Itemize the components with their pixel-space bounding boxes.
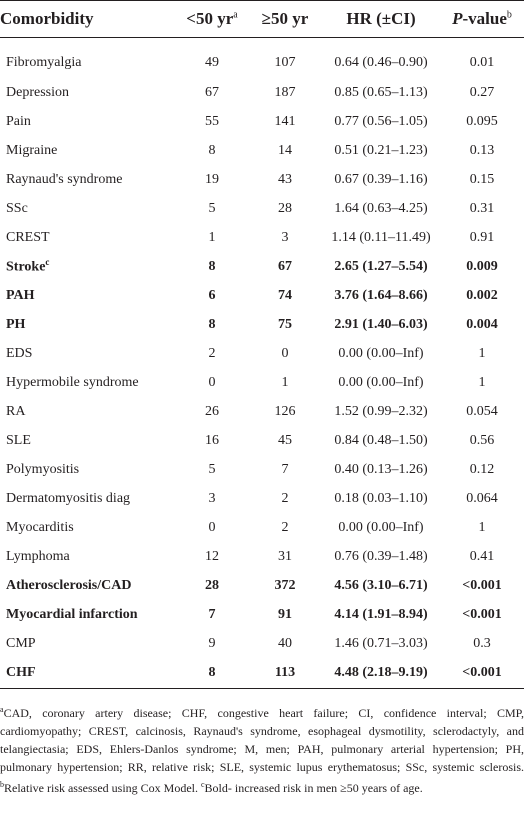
over-50-cell: 45: [278, 432, 292, 448]
comorbidity-cell: RA: [6, 403, 26, 419]
over-50-cell: 187: [274, 84, 296, 100]
over-50-cell: 74: [278, 287, 292, 303]
table-row: [0, 136, 524, 165]
table-body: [0, 38, 524, 689]
under-50-cell: 28: [205, 577, 219, 593]
p-value-cell: 0.004: [466, 316, 498, 332]
p-value-cell: 0.002: [466, 287, 498, 303]
hr-cell: 1.52 (0.99–2.32): [334, 403, 428, 419]
over-50-cell: 113: [248, 658, 322, 689]
comorbidity-cell: Hypermobile syndrome: [6, 374, 139, 390]
over-50-cell: 75: [278, 316, 292, 332]
over-50-cell: 31: [278, 548, 292, 564]
hr-cell: 0.76 (0.39–1.48): [334, 548, 428, 564]
hr-cell: 0.67 (0.39–1.16): [334, 171, 428, 187]
comorbidity-cell: PAH: [6, 287, 35, 303]
p-value-cell: 0.009: [466, 258, 498, 274]
comorbidity-cell: Migraine: [6, 142, 58, 158]
comorbidity-cell: CHF: [0, 658, 176, 689]
comorbidity-cell: Depression: [6, 84, 69, 100]
hr-cell: 0.77 (0.56–1.05): [334, 113, 428, 129]
hr-cell: 0.00 (0.00–Inf): [338, 519, 424, 535]
under-50-cell: 0: [208, 374, 216, 390]
over-50-cell: 126: [274, 403, 296, 419]
hr-cell: 0.84 (0.48–1.50): [334, 432, 428, 448]
p-value-cell: 1: [478, 519, 486, 535]
under-50-cell: 67: [205, 84, 219, 100]
over-50-cell: 107: [274, 55, 296, 70]
p-value-cell: 1: [478, 345, 486, 361]
footnote-c: Bold- increased risk in men ≥50 years of age.: [204, 781, 423, 795]
p-value-cell: 0.41: [469, 548, 495, 564]
under-50-cell: 49: [205, 55, 219, 70]
header-over-50: ≥50 yr: [248, 1, 322, 38]
hr-cell: 2.65 (1.27–5.54): [334, 258, 428, 274]
under-50-cell: 3: [208, 490, 216, 506]
footnote-a: CAD, coronary artery disease; CHF, congestive heart failure; CI, confidence interval; CMP, cardiomyopathy; CREST, calcinosis, Raynaud's syndrome, esophageal dysmotility, sclerodactyly, and telangiectasia; EDS, Ehlers-Danlos syndrome; M, men; PAH, pulmonary arterial hypertension; PH, pulmonary hypertension; RR, relative risk; SLE, systemic lupus erythematosus; SSc, systemic sclerosis.: [0, 706, 524, 774]
table-row: [0, 223, 524, 252]
header-comorbidity: Comorbidity: [0, 1, 176, 38]
table-row: [0, 194, 524, 223]
under-50-cell: 9: [208, 635, 216, 651]
under-50-cell: 8: [208, 142, 216, 158]
comorbidity-cell: SSc: [6, 200, 28, 216]
p-value-cell: 0.91: [469, 229, 495, 245]
table-row: [0, 397, 524, 426]
under-50-cell: 55: [205, 113, 219, 129]
over-50-cell: 67: [278, 258, 292, 274]
p-value-cell: 0.095: [466, 113, 498, 129]
under-50-cell: 26: [205, 403, 219, 419]
hr-cell: 2.91 (1.40–6.03): [334, 316, 428, 332]
table-row: [0, 426, 524, 455]
under-50-cell: 5: [208, 461, 216, 477]
comorbidity-cell: SLE: [6, 432, 31, 448]
comorbidity-cell: CREST: [6, 229, 50, 245]
table-row: [0, 38, 524, 79]
table-row: [0, 310, 524, 339]
over-50-cell: 7: [281, 461, 289, 477]
comorbidity-cell: Myocarditis: [6, 519, 74, 535]
over-50-cell: 372: [274, 577, 296, 593]
comorbidity-cell: Pain: [6, 113, 31, 129]
comorbidity-cell: Atherosclerosis/CAD: [6, 577, 132, 593]
hr-cell: 0.40 (0.13–1.26): [334, 461, 428, 477]
table-row: [0, 78, 524, 107]
table-row: [0, 339, 524, 368]
table-row: [0, 571, 524, 600]
p-value-cell: <0.001: [440, 658, 524, 689]
comorbidity-cell: Raynaud's syndrome: [6, 171, 123, 187]
over-50-cell: 28: [278, 200, 292, 216]
hr-cell: 0.00 (0.00–Inf): [338, 374, 424, 390]
p-value-cell: 1: [478, 374, 486, 390]
hr-cell: 0.51 (0.21–1.23): [334, 142, 428, 158]
hr-cell: 1.46 (0.71–3.03): [334, 635, 428, 651]
over-50-cell: 0: [281, 345, 289, 361]
table-footnotes: [0, 701, 524, 797]
under-50-cell: 0: [208, 519, 216, 535]
table-row: [0, 629, 524, 658]
p-value-cell: 0.15: [469, 171, 495, 187]
table-row: [0, 368, 524, 397]
table-row: [0, 281, 524, 310]
p-value-cell: 0.12: [469, 461, 495, 477]
hr-cell: 0.18 (0.03–1.10): [334, 490, 428, 506]
under-50-cell: 2: [208, 345, 216, 361]
footnote-a-marker: a: [0, 705, 4, 714]
over-50-cell: 40: [278, 635, 292, 651]
over-50-cell: 2: [281, 490, 289, 506]
under-50-cell: 8: [208, 258, 216, 274]
under-50-cell: 5: [208, 200, 216, 216]
table-row: [0, 658, 524, 689]
under-50-cell: 6: [208, 287, 216, 303]
header-row: [0, 1, 524, 38]
comorbidity-cell: Lymphoma: [6, 548, 70, 564]
header-hr: HR (±CI): [322, 1, 440, 38]
hr-cell: 0.64 (0.46–0.90): [334, 55, 428, 70]
comorbidity-cell: CMP: [6, 635, 36, 651]
over-50-cell: 141: [274, 113, 296, 129]
over-50-cell: 14: [278, 142, 292, 158]
hr-cell: 0.85 (0.65–1.13): [334, 84, 428, 100]
hr-cell: 0.00 (0.00–Inf): [338, 345, 424, 361]
p-value-cell: <0.001: [462, 606, 502, 622]
header-p-value: P-value$^b$: [440, 1, 524, 38]
p-value-cell: 0.31: [469, 200, 495, 216]
table-row: [0, 165, 524, 194]
p-value-cell: 0.27: [469, 84, 495, 100]
footnote-c-marker: c: [200, 780, 205, 789]
over-50-cell: 91: [278, 606, 292, 622]
over-50-cell: 3: [281, 229, 289, 245]
table-row: [0, 513, 524, 542]
table-row: [0, 484, 524, 513]
comorbidity-cell: Myocardial infarction: [6, 606, 138, 622]
table-row: [0, 542, 524, 571]
p-value-cell: 0.3: [473, 635, 491, 651]
p-value-cell: <0.001: [462, 577, 502, 593]
table-row: [0, 600, 524, 629]
under-50-cell: 16: [205, 432, 219, 448]
hr-cell: 4.14 (1.91–8.94): [334, 606, 428, 622]
p-value-cell: 0.13: [469, 142, 495, 158]
p-value-cell: 0.01: [469, 55, 495, 70]
under-50-cell: 12: [205, 548, 219, 564]
hr-cell: 3.76 (1.64–8.66): [334, 287, 428, 303]
over-50-cell: 43: [278, 171, 292, 187]
footnote-b-marker: b: [0, 780, 4, 789]
under-50-cell: 19: [205, 171, 219, 187]
table-row: [0, 107, 524, 136]
comorbidity-cell: Polymyositis: [6, 461, 80, 477]
table-row: [0, 252, 524, 281]
footnote-b: Relative risk assessed using Cox Model.: [4, 781, 201, 795]
comorbidity-cell: Stroke$^c$: [6, 257, 50, 275]
comorbidity-cell: Dermatomyositis diag: [6, 490, 131, 506]
p-value-cell: 0.054: [466, 403, 498, 419]
under-50-cell: 7: [208, 606, 216, 622]
table-row: [0, 455, 524, 484]
hr-cell: 4.56 (3.10–6.71): [334, 577, 428, 593]
comorbidity-cell: Fibromyalgia: [6, 55, 82, 70]
p-value-cell: 0.064: [466, 490, 498, 506]
comorbidity-cell: EDS: [6, 345, 33, 361]
comorbidity-cell: PH: [6, 316, 26, 332]
hr-cell: 1.64 (0.63–4.25): [334, 200, 428, 216]
under-50-cell: 8: [208, 316, 216, 332]
under-50-cell: 8: [176, 658, 248, 689]
over-50-cell: 2: [281, 519, 289, 535]
hr-cell: 1.14 (0.11–11.49): [331, 229, 431, 245]
over-50-cell: 1: [281, 374, 289, 390]
header-under-50: <50 $yr^a$: [176, 1, 248, 38]
under-50-cell: 1: [208, 229, 216, 245]
p-value-cell: 0.56: [469, 432, 495, 448]
hr-cell: 4.48 (2.18–9.19): [322, 658, 440, 689]
footnote-marker: c: [45, 257, 50, 268]
